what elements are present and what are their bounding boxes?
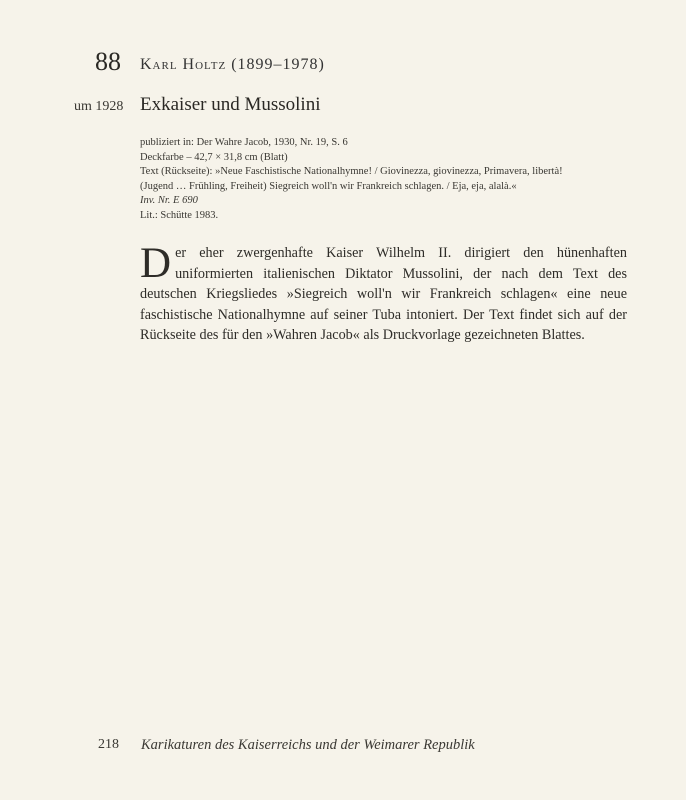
publication-info: publiziert in: Der Wahre Jacob, 1930, Nr. 19, S. 6: [140, 137, 348, 148]
description-text: er eher zwergenhafte Kaiser Wilhelm II. dirigiert den hünenhaften uniformierten italienischen Diktator Mussolini, der nach dem Text des deutschen Kriegsliedes »Siegreich woll'n wir Frankreich schlagen« eine neue faschistische Nationalhymne auf seiner Tuba intoniert. Der Text findet sich auf der Rückseite des für den »Wahren Jacob« als Druckvorlage gezeichneten Blattes.: [140, 245, 627, 344]
drop-cap: D: [140, 240, 172, 287]
literature-reference: Lit.: Schütte 1983.: [140, 209, 219, 221]
inventory-number: Inv. Nr. E 690: [140, 195, 198, 206]
catalog-number: 88: [95, 47, 121, 76]
medium-info: Deckfarbe – 42,7 × 31,8 cm (Blatt): [140, 151, 288, 163]
page-number: 218: [98, 737, 119, 752]
verso-text-line-1: Text (Rückseite): »Neue Faschistische Nationalhymne! / Giovinezza, giovinezza, Primavera, libertà!: [140, 166, 563, 177]
running-footer-title: Karikaturen des Kaiserreichs und der Weimarer Republik: [141, 737, 475, 753]
artwork-title: Exkaiser und Mussolini: [140, 94, 321, 115]
verso-text-line-2: (Jugend … Frühling, Freiheit) Siegreich woll'n wir Frankreich schlagen. / Eja, eja, alalà.«: [140, 180, 517, 192]
artist-name: Karl Holtz (1899–1978): [140, 56, 325, 73]
description-paragraph: [140, 240, 627, 346]
artwork-date: um 1928: [74, 99, 124, 114]
artwork-metadata: [140, 136, 660, 223]
